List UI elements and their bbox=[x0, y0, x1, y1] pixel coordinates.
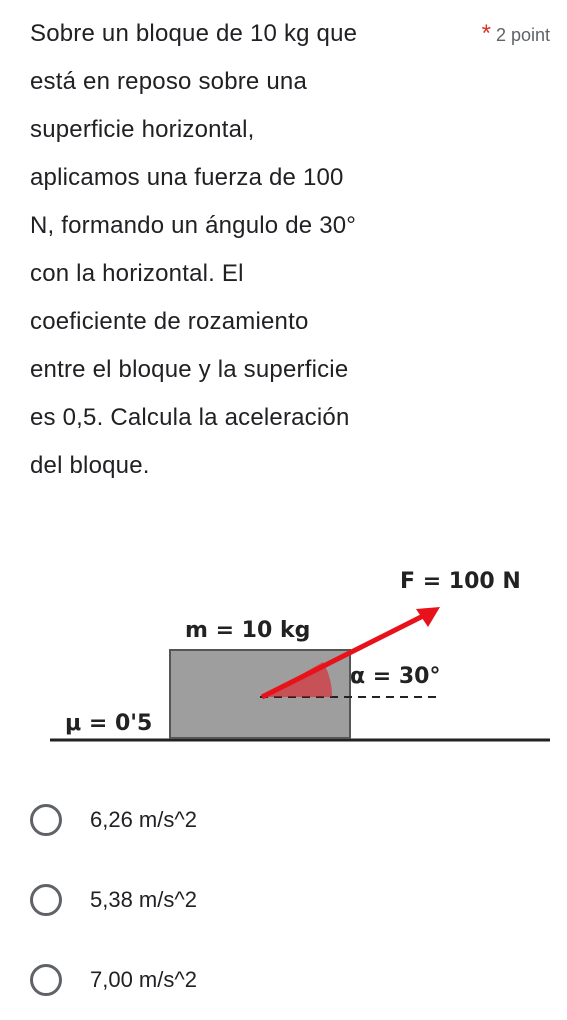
question-line: N, formando un ángulo de 30° bbox=[30, 212, 357, 239]
question-line: entre el bloque y la superficie bbox=[30, 356, 349, 383]
question-line: coeficiente de rozamiento bbox=[30, 308, 309, 335]
force-label: F = 100 N bbox=[400, 569, 521, 594]
option-label: 6,26 m/s^2 bbox=[90, 807, 197, 832]
points-badge bbox=[474, 20, 550, 48]
question-block bbox=[30, 10, 550, 490]
required-asterisk: * bbox=[481, 20, 491, 47]
mass-label: m = 10 kg bbox=[185, 618, 311, 643]
points-label: 2 point bbox=[495, 25, 550, 45]
option-2[interactable] bbox=[30, 860, 550, 940]
question-line: está en reposo sobre una bbox=[30, 68, 307, 95]
option-label: 5,38 m/s^2 bbox=[90, 887, 197, 912]
radio-button[interactable] bbox=[30, 964, 62, 996]
physics-diagram bbox=[40, 555, 560, 755]
radio-button[interactable] bbox=[30, 884, 62, 916]
question-line: es 0,5. Calcula la aceleración bbox=[30, 404, 350, 431]
question-text bbox=[30, 10, 550, 490]
question-line: aplicamos una fuerza de 100 bbox=[30, 164, 344, 191]
friction-label: μ = 0'5 bbox=[65, 711, 153, 736]
answer-options bbox=[30, 780, 550, 1020]
question-line: del bloque. bbox=[30, 452, 150, 479]
question-line: superficie horizontal, bbox=[30, 116, 255, 143]
radio-button[interactable] bbox=[30, 804, 62, 836]
option-1[interactable] bbox=[30, 780, 550, 860]
option-label: 7,00 m/s^2 bbox=[90, 967, 197, 992]
question-line: Sobre un bloque de 10 kg que bbox=[30, 20, 358, 47]
option-3[interactable] bbox=[30, 940, 550, 1020]
question-line: con la horizontal. El bbox=[30, 260, 244, 287]
angle-label: α = 30° bbox=[350, 664, 441, 689]
